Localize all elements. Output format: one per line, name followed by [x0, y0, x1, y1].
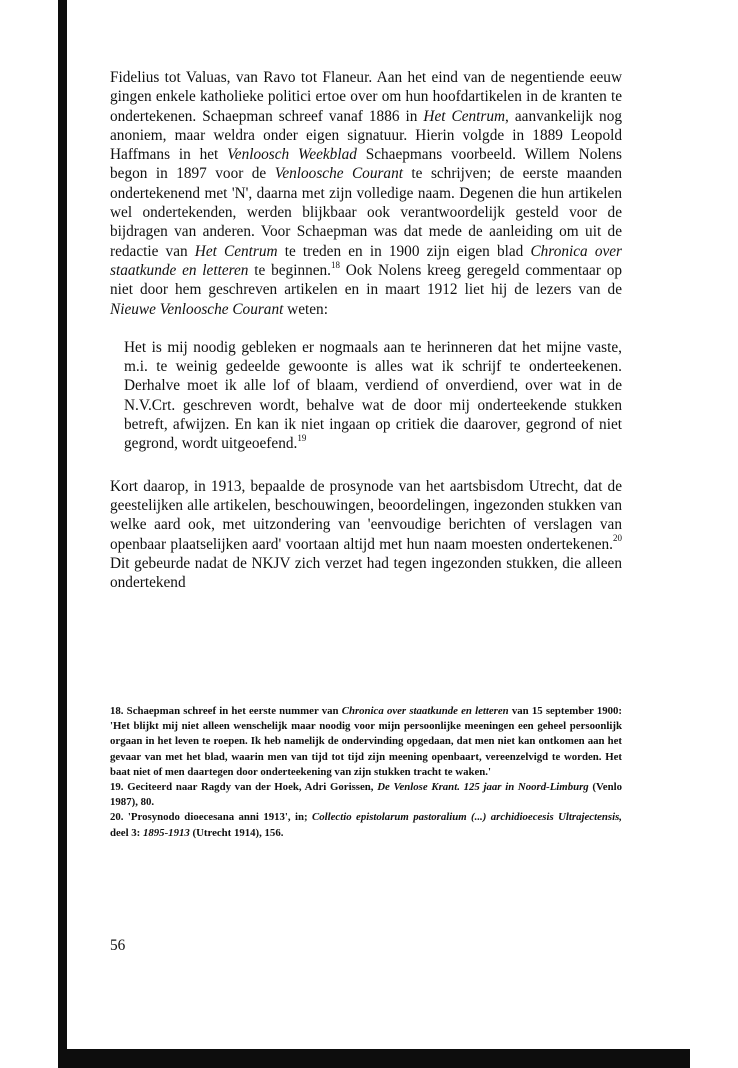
- page-number: 56: [110, 937, 126, 954]
- text-run: 18. Schaepman schreef in het eerste nummer van: [110, 705, 342, 717]
- text-run: Dit gebeurde nadat de NKJV zich verzet had tegen ingezonden stukken, die alleen ondertekend: [110, 554, 622, 592]
- text-run: (Utrecht 1914), 156.: [189, 826, 284, 839]
- footnote-18: [110, 704, 622, 780]
- text-run: Ook Nolens kreeg geregeld commentaar op niet door hem geschreven artikelen en in maart 1912 liet hij de lezers van de: [110, 261, 622, 299]
- body-paragraph-2: [110, 477, 622, 593]
- footnote-19: [110, 780, 622, 810]
- italic-title: Venloosche Courant: [274, 165, 403, 183]
- text-run: te schrijven; de eerste maanden ondertekenend met 'N', daarna met zijn volledige naam. Degenen die hun artikelen wel ondertekenden, werden blijkbaar ook verantwoordelijk gesteld voor de bijdragen van anderen. Voor Schaepman was dat mede de aanleiding om uit de redactie van: [110, 165, 622, 260]
- scan-border-left: [58, 0, 67, 1068]
- text-run: te beginnen.: [248, 261, 331, 279]
- text-run: (Venlo 1987), 80.: [110, 781, 623, 809]
- italic-title: Chronica over staatkunde en letteren: [110, 242, 622, 279]
- text-run: Schaepmans voorbeeld. Willem Nolens begon in 1897 voor de: [110, 146, 622, 183]
- text-run: Kort daarop, in 1913, bepaalde de prosynode van het aartsbisdom Utrecht, dat de geestelijken alle artikelen, beschouwingen, beoordelingen, ingezonden stukken van welke aard ook, met uitzondering van 'eenvoudige berichten of verslagen van openbaar plaatselijken aard' voortaan altijd met hun naam moesten ondertekenen.: [110, 477, 622, 553]
- scan-border-gap: [690, 1030, 738, 1068]
- italic-title: Nieuwe Venloosche Courant: [110, 300, 284, 318]
- footnote-ref-19[interactable]: 19: [297, 433, 307, 444]
- italic-title: Collectio epistolarum pastoralium (...) archidioecesis Ultrajectensis,: [312, 811, 622, 824]
- block-quote: [124, 338, 622, 454]
- text-run: te treden en in 1900 zijn eigen blad: [277, 242, 531, 260]
- footnote-20: [110, 810, 622, 840]
- text-run: van 15 september 1900: 'Het blijkt mij niet alleen wenschelijk maar noodig voor mijn persoonlijke meeningen een geheel persoonlijk orgaan in het leven te roepen. Ik heb namelijk de ondervinding opgedaan, dat men niet kan ontkomen aan het gevaar van met het blad, waarin men van tijd tot tijd zijn meening openbaart, vereenzelvigd te worden. Het baat niet of men daartegen door onderteekening van zijn stukken tracht te waken.': [110, 705, 623, 778]
- footnotes: [110, 704, 622, 841]
- text-run: 20. 'Prosynodo dioecesana anni 1913', in;: [110, 811, 313, 824]
- italic-title: Het Centrum: [194, 242, 278, 260]
- italic-title: De Venlose Krant. 125 jaar in Noord-Limburg: [377, 781, 589, 794]
- text-run: Fidelius tot Valuas, van Ravo tot Flaneur. Aan het eind van de negentiende eeuw gingen enkele katholieke politici ertoe over om hun hoofdartikelen in de kranten te ondertekenen. Schaepman schreef vanaf 1886 in: [110, 69, 622, 125]
- footnote-ref-18[interactable]: 18: [331, 259, 340, 270]
- body-paragraph-1: [110, 68, 622, 319]
- quote-text: Het is mij noodig gebleken er nogmaals aan te herinneren dat het mijne vaste, m.i. te weinig gedeelde gewoonte is alles wat ik schrijf te onderteekenen. Derhalve moet ik alle lof of blaam, verdiend of onverdiend, over wat in de N.V.Crt. geschreven wordt, behalve wat de door mij onderteekende stukken betreft, afwijzen. En kan ik niet ingaan op critiek die daarover, gegrond of niet gegrond, wordt uitgeoefend.: [124, 338, 622, 453]
- page-body: [110, 68, 622, 592]
- scan-border-bottom: [58, 1049, 738, 1068]
- text-run: 19. Geciteerd naar Ragdy van der Hoek, Adri Gorissen,: [110, 781, 378, 794]
- footnote-ref-20[interactable]: 20: [613, 533, 622, 544]
- text-run: weten:: [283, 300, 328, 318]
- text-run: , aanvankelijk nog anoniem, maar weldra onder eigen signatuur. Hierin volgde in 1889 Leopold Haffmans in het: [110, 107, 622, 164]
- text-run: deel 3:: [110, 826, 143, 839]
- italic-title: 1895-1913: [142, 826, 190, 839]
- italic-title: Het Centrum: [423, 107, 506, 125]
- italic-title: Venloosch Weekblad: [227, 146, 357, 164]
- italic-title: Chronica over staatkunde en letteren: [341, 705, 509, 717]
